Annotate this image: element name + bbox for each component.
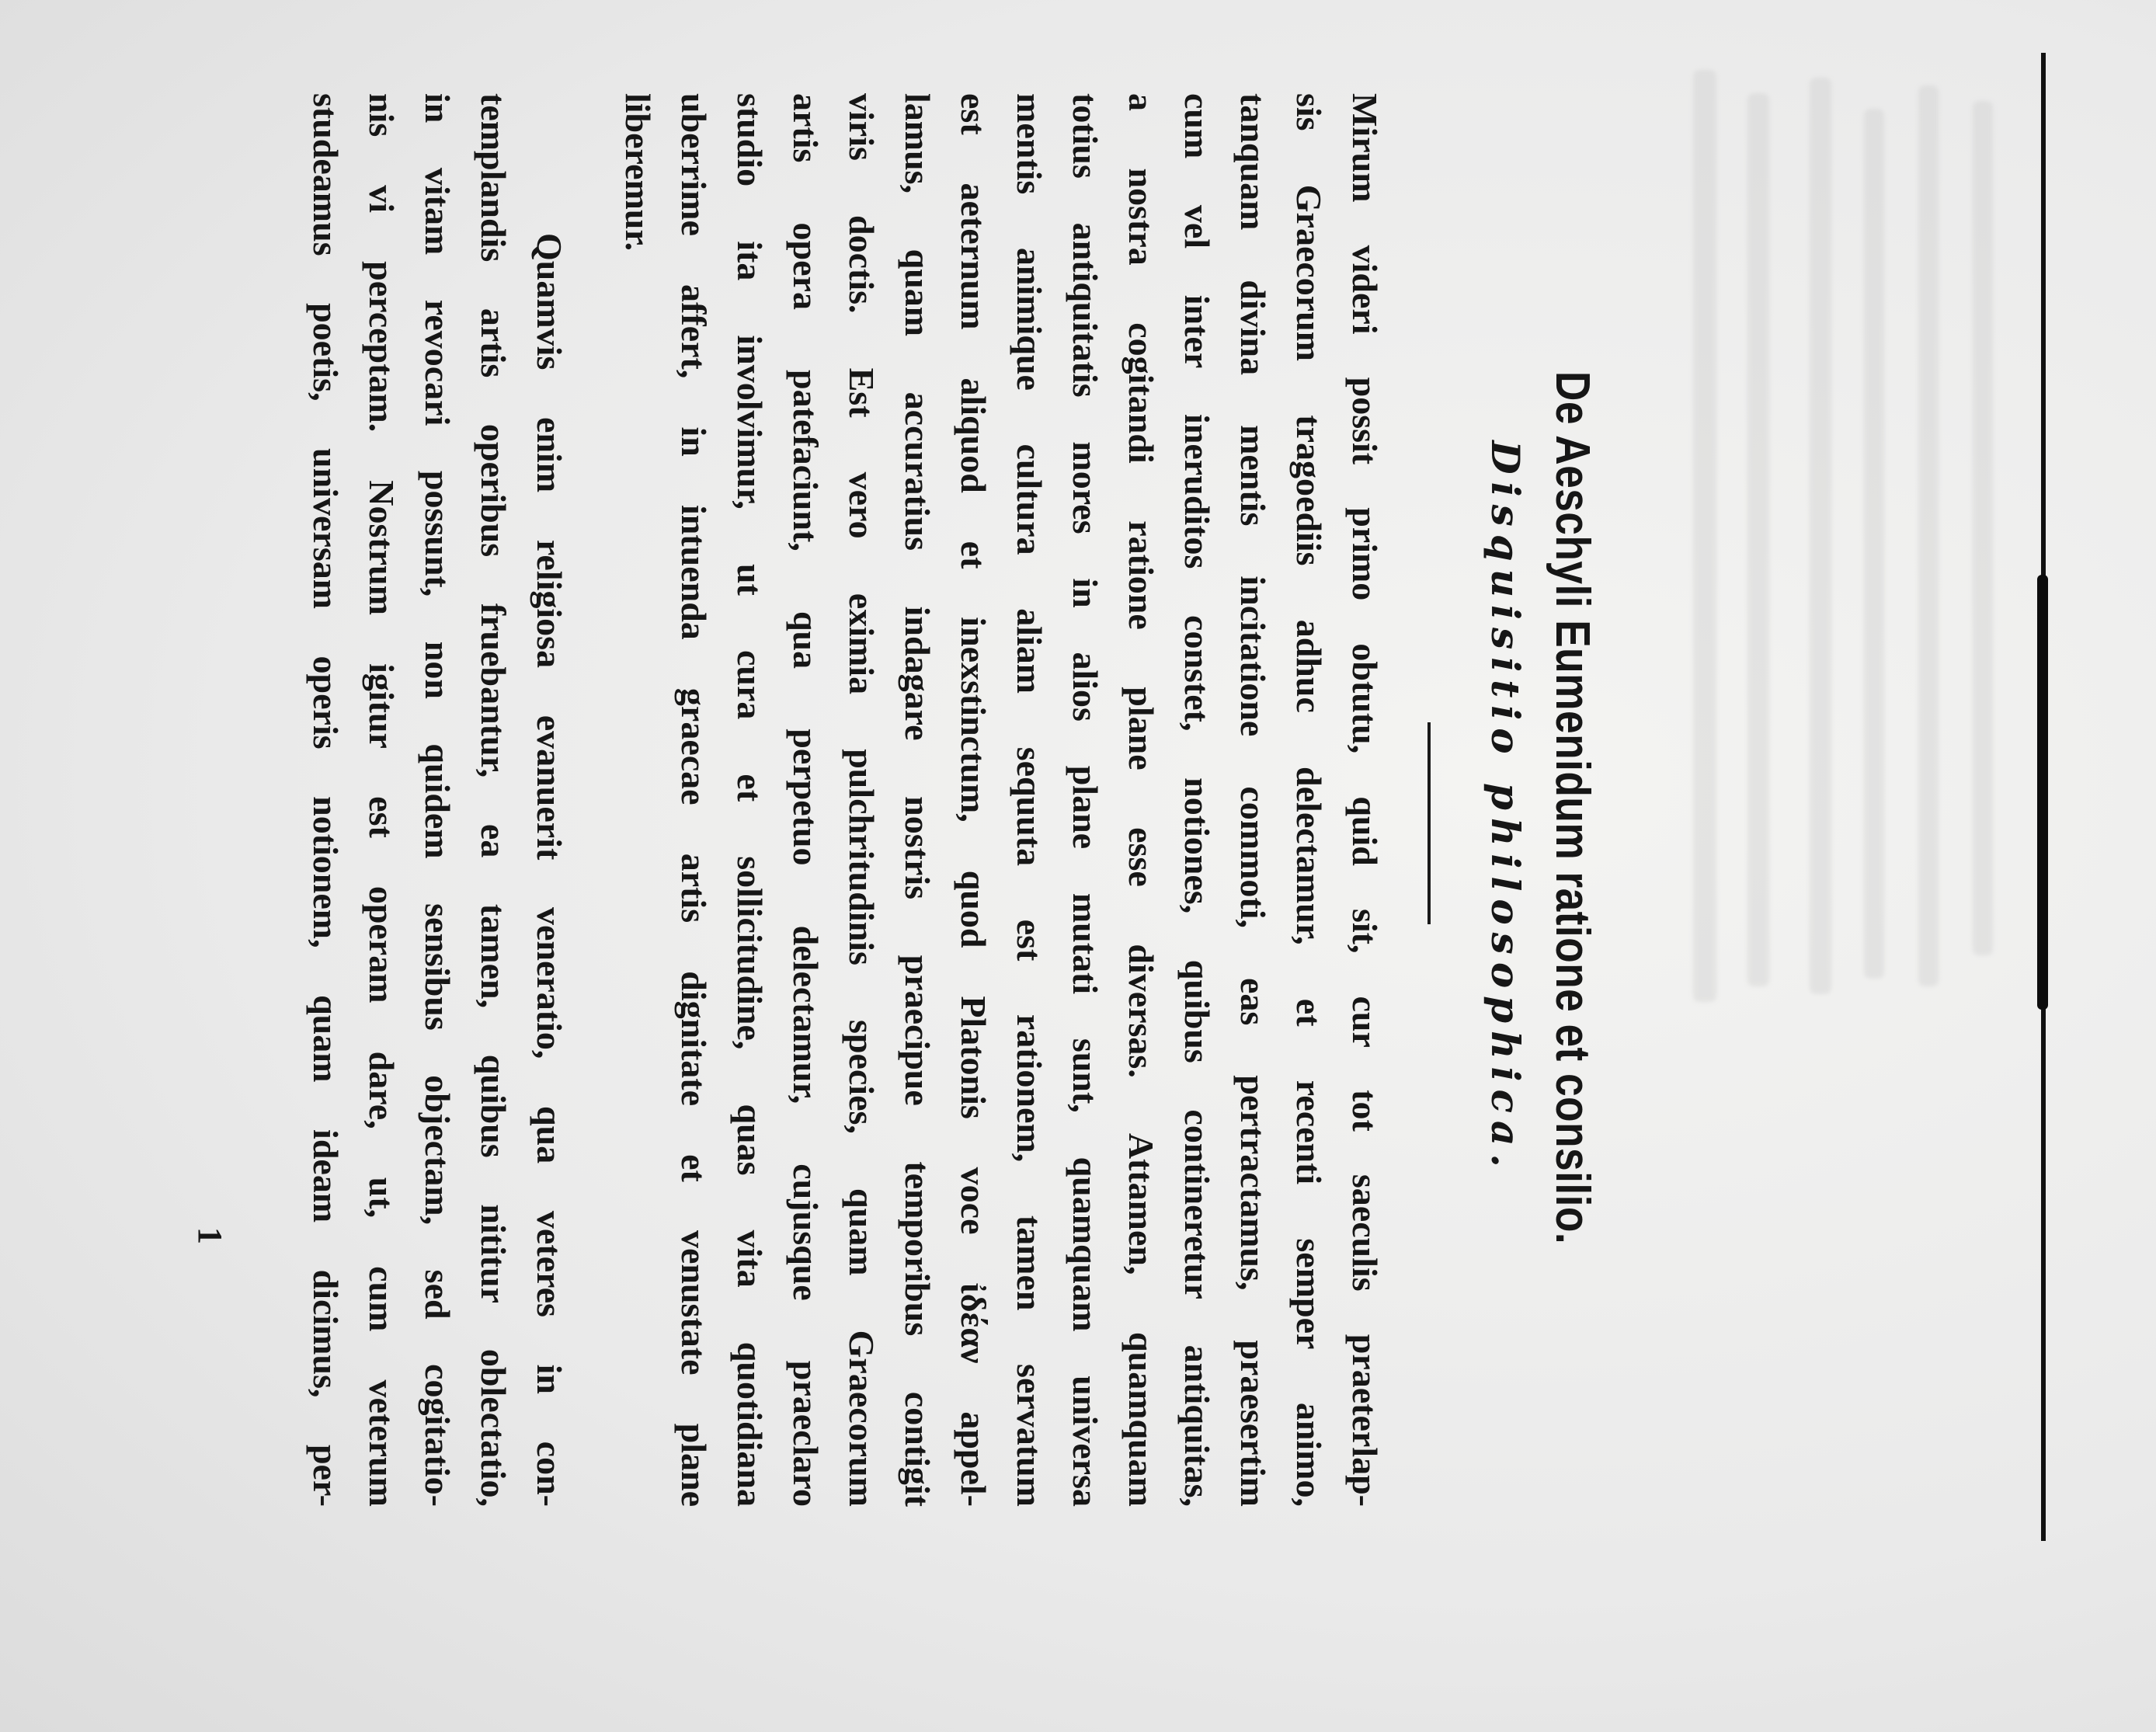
paragraph-2-line-1: Quamvis enim religiosa evanuerit veneratio, qua veteres in con- [530, 233, 569, 1507]
paragraph-1-line-2: sis Graecorum tragoediis adhuc delectamur, et recenti semper animo, [1289, 93, 1329, 1507]
paragraph-1-line-7: mentis animique cultura aliam sequuta est rationem, tamen servatum [1010, 93, 1049, 1507]
paragraph-1-line-13: uberrime affert, in intuenda graecae artis dignitate et venustate plane [674, 93, 714, 1507]
paragraph-1-line-4: cum vel inter ineruditos constet, notiones, quibus contineretur antiquitas, [1177, 93, 1217, 1507]
rotated-page-content [163, 39, 1600, 1577]
page-border-rule-thick [2037, 575, 2048, 1010]
paragraph-2-line-2: templandis artis operibus fruebantur, ea tamen, quibus nititur oblectatio, [474, 93, 513, 1507]
paragraph-1-line-5: a nostra cogitandi ratione plane esse diversas. Attamen, quamquam [1121, 93, 1161, 1507]
page-number: 1 [191, 1227, 229, 1244]
paragraph-1-line-8: est aeternum aliquod et inexstinctum, quod Platonis voce ἰδέαν appel- [954, 93, 993, 1507]
paragraph-1-line-11: artis opera patefaciunt, qua perpetuo delectamur, cujusque praeclaro [786, 93, 826, 1507]
paragraph-1-line-3: tanquam divina mentis incitatione commoti, eas pertractamus, praesertim [1233, 93, 1273, 1507]
document-subtitle: Disquisitio philosophica. [1483, 440, 1528, 1175]
paragraph-2-line-3: in vitam revocari possunt, non quidem sensibus objectam, sed cogitatio- [418, 93, 457, 1507]
paragraph-1-line-14: liberemur. [618, 93, 658, 252]
paragraph-1-line-1: Mirum videri possit primo obtutu, quid sit, cur tot saeculis praeterlap- [1345, 93, 1385, 1507]
paragraph-1-line-10: viris doctis. Est vero eximia pulchritudinis species, quam Graecorum [842, 93, 882, 1507]
paragraph-2-line-4: nis vi perceptam. Nostrum igitur est operam dare, ut, cum veterum [362, 93, 402, 1507]
document-title: De Aeschyli Eumenidum ratione et consilio. [1546, 370, 1599, 1245]
paragraph-1-line-9: lamus, quam accuratius indagare nostris praecipue temporibus contigit [898, 93, 937, 1507]
title-divider [1427, 722, 1431, 924]
paragraph-2-line-5: studeamus poetis, universam operis notionem, quam ideam dicimus, per- [306, 93, 346, 1507]
paragraph-1-line-6: totius antiquitatis mores in alios plane mutati sunt, quamquam universa [1066, 93, 1105, 1507]
paragraph-1-line-12: studio ita involvimur, ut cura et sollicitudine, quas vita quotidiana [730, 93, 770, 1507]
